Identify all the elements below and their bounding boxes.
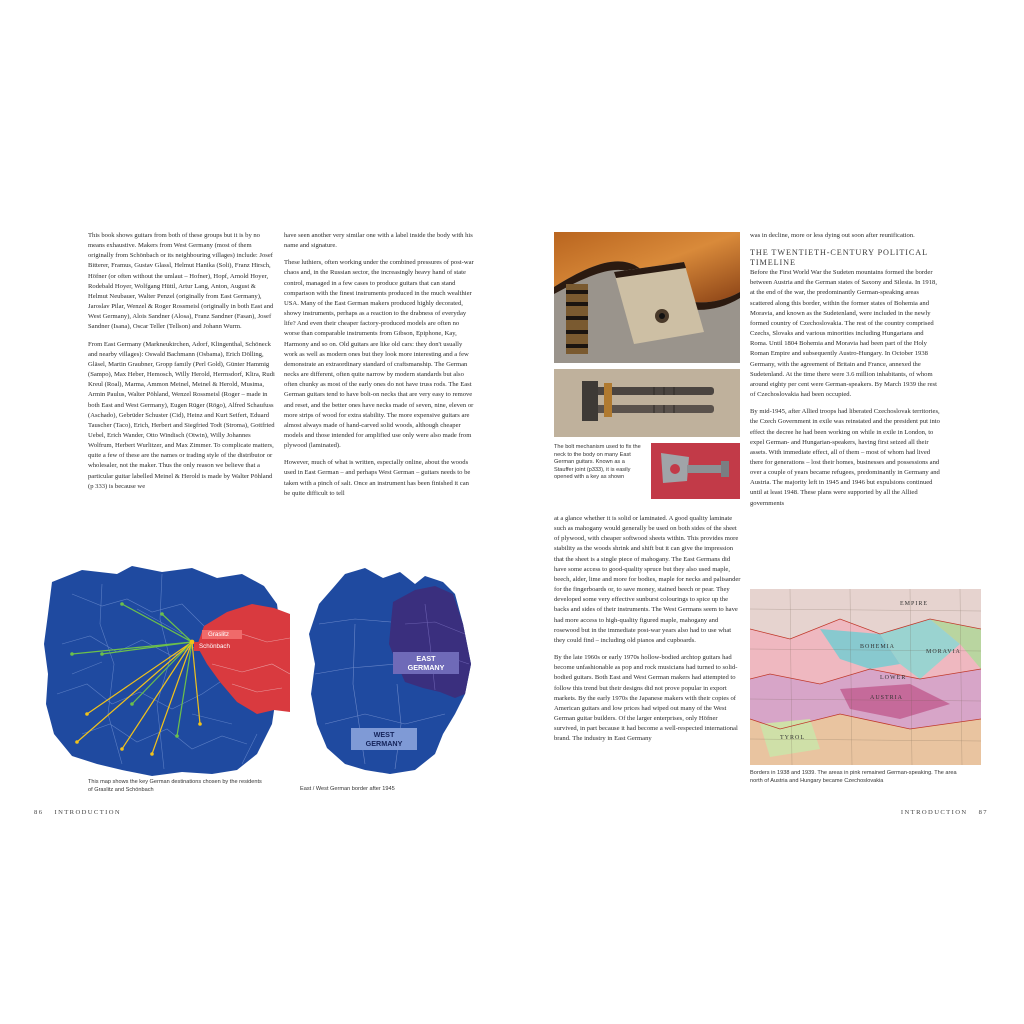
- historic-map-caption: Borders in 1938 and 1939. The areas in pink remained German-speaking. The area north of Austria and Hungary became Czechoslovakia: [750, 770, 957, 784]
- bolt-mechanism-caption: The bolt mechanism used to fix the neck to the body on many East German guitars. Known as a Stauffer joint (p333), it is easily opened with a key as shown: [554, 444, 641, 481]
- east-germany-label-line1: EAST: [416, 654, 436, 663]
- right-folio: [901, 809, 988, 816]
- east-west-map: [305, 564, 475, 777]
- historic-map-label-empire: EMPIRE: [900, 601, 929, 607]
- paragraph: By mid-1945, after Allied troops had liberated Czechoslovak territories, the Czech Government in exile was reinstated and the president put into effect the decree he had been working on while in exile in London, to expel German- and Hungarian-speakers, having first seized all their assets. With immediate effect, all of them – most of whom had lived there for generations – lost their homes, businesses and possessions and over a couple of years became refugees, predominantly in Germany and Austria. The majority left in 1945 and 1946 but expulsions continued until at least 1948. These plans were supported by all the Allied governments: [750, 408, 940, 507]
- key-photo: [651, 443, 740, 499]
- page-number: 86: [34, 809, 44, 816]
- bolts-photo-graphic: [554, 369, 740, 437]
- paragraph: have seen another very similar one with a label inside the body with his name and signature.: [284, 232, 473, 250]
- running-head: INTRODUCTION: [54, 809, 122, 816]
- destinations-map-caption: This map shows the key German destinations chosen by the residents of Graslitz and Schönbach: [88, 779, 262, 793]
- east-west-map-caption: East / West German border after 1945: [300, 786, 395, 792]
- bolt-photo: [554, 369, 740, 437]
- east-germany-label-line2: GERMANY: [407, 663, 445, 672]
- left-folio: [34, 809, 121, 816]
- historic-map: [750, 589, 981, 765]
- paragraph: However, much of what is written, especially online, about the woods used in East German – and perhaps West German – guitars needs to be taken with a pinch of salt. Once an instrument has been finished it can be quite difficult to tell: [284, 459, 471, 497]
- historic-map-label-bohemia: BOHEMIA: [860, 644, 895, 650]
- schonbach-label: Schönbach: [199, 643, 230, 650]
- germany-destinations-map-graphic: [42, 564, 290, 777]
- graslitz-label: Graslitz: [208, 631, 229, 638]
- historic-map-label-moravia: MORAVIA: [926, 649, 961, 655]
- right-column-2: [750, 231, 940, 516]
- paragraph: at a glance whether it is solid or laminated. A good quality laminate such as mahogany would generally be used on both sides of the sheet of plywood, with cheaper softwood sheets within. This provides more stability as the woods shrink and shift but it can give the impression that the sheet is a single piece of mahogany. The East Germans did have some access to good-quality spruce but they also used maple, beech, alder, lime and more for bodies, maple for necks and palisander for the fingerboards or, to save money, stained beech or pear. They developed some very effective sunburst colourings to spice up the backs and sides of their instruments. The West Germans seem to have had more access to high-quality figured maple, mahogany and rosewood but in the immediate post-war years also had to use what they could find – including old pianos and cupboards.: [554, 515, 741, 644]
- right-column-1: [554, 514, 742, 751]
- running-head: INTRODUCTION: [900, 809, 968, 816]
- section-heading: THE TWENTIETH-CENTURY POLITICAL TIMELINE: [750, 248, 928, 268]
- paragraph: This book shows guitars from both of these groups but it is by no means exhaustive. Makers from West Germany (most of them originally from Schönbach or its neighbouring villages) include: Josef Bitterer, Framus, Gustav Glassl, Helmut Hanika (Soli), Franz Hirsch, Höfner (or often without the umlaut – Hofner), Hopf, Arnold Hoyer, Rodebald Hoyer, Wolfgang Hüttl, Artur Lang, Anton, August & Helmut Neubauer, Walter Penzel (originally from East Germany), Jaroslav Pilar, Wenzel & Roger Rossmeisl (originally in both East and West Germany), Alois Sandner (Alosa), Franz Sandner (Fasan), Josef Sandner (Isana), Oscar Teller (Tellson) and Johann Wurm.: [88, 232, 274, 331]
- paragraph: These luthiers, often working under the combined pressures of post-war chaos and, in the Russian sector, the increasingly heavy hand of state control, managed in a few cases to produce guitars that can stand comparison with the finest instruments produced in the much wealthier USA. Many of the East German makers produced highly decorated, showy instruments, perhaps as a reaction to the drabness of everyday life? And even their cheaper factory-produced models are often no worse than comparable instruments from Gibson, Epiphone, Kay, Harmony and so on. Old guitars are like old cars: they don't usually work as well as modern ones but they look more interesting and a few demonstrate an extraordinary standard of craftsmanship. The German necks are different, often quite narrow by modern standards but also often chunky as most of the early ones do not have truss rods. The East German guitars tend to have bolt-on necks that are very easy to remove and reset, and the better ones have necks made of seven, nine, eleven or more strips of wood for extra stability. The more expensive guitars are almost always made of hand-carved solid woods, although cheaper models and those intended for amplified use only were also made from plywood (laminated).: [284, 259, 474, 450]
- historic-map-label-lower: LOWER: [880, 675, 907, 681]
- left-column-2: [284, 231, 474, 506]
- paragraph: was in decline, more or less dying out soon after reunification.: [750, 232, 915, 239]
- page-number: 87: [978, 809, 988, 816]
- paragraph: From East Germany (Markneukirchen, Adorf, Klingenthal, Schöneck and nearby villages): Oswald Bachmann (Osbama), Erich Dölling, Gläsel, Martin Graubner, Gropp family (Perl Gold), Günter Hammig (Sampo), Max Heber, Hemosch, Willy Herold, Herrnsdorf, Klira, Rudi Kreul (Roal), Marma, Ammon Meinel, Meinel & Herold, Musima, Armin Paulus, Walter Pöhland, Wenzel Rossmeisl (Roger – made in both East and West Germany), Eugen Rüger (Rögo), Alfred Schaufuss (Aschado), Gebrüder Schuster (Cid), Heinz and Kurt Seifert, Eduard Tauscher (Taco), Erich, Herbert and Siegfried Todt (Stroma), Gottfried Uebel, Erich Wander, Otto Windisch (Otwin), Willy Johannes Wolfrum, Herbert Wurlitzer, and Max Zimmer. To complicate matters, quite a few of these are the names or trading style of the distributor or wholesaler, not the maker. Thus the only reason we believe that a particular guitar labelled Meinel & Herold is made by Walter Pöhland (p 333) is because we: [88, 340, 275, 490]
- guitar-body-photo: [554, 232, 740, 363]
- key-photo-graphic: [651, 443, 740, 499]
- west-germany-label-line2: GERMANY: [365, 739, 403, 748]
- guitar-neck-joint-photo: [554, 232, 740, 363]
- historic-map-label-tyrol: TYROL: [780, 735, 805, 741]
- west-germany-label-line1: WEST: [373, 730, 395, 739]
- east-germany-label: [398, 654, 454, 672]
- paragraph: Before the First World War the Sudeten mountains formed the border between Austria and the German states of Saxony and Silesia. In 1918, at the end of the war, the predominantly German-speaking areas scattered along this border, within the former states of Bohemia and Moravia, and known as the Sudetenland, were included in the newly formed country of Czechoslovakia. The rest of the country comprised Czechs, Slovaks and various minorities including Hungarians and Roma. Until 1804 Bohemia and Moravia had been part of the Holy Roman Empire and subsequently Austro-Hungary. In October 1938 Germany, with the agreement of Britain and France, annexed the Sudetenland. At the time there were 3.6 million inhabitants, of whom around eighty per cent were German-speakers. By March 1939 the rest of Czechoslovakia had been occupied.: [750, 269, 937, 399]
- destinations-map: [42, 564, 290, 777]
- historic-map-label-austria: AUSTRIA: [870, 695, 904, 701]
- left-column-1: [88, 231, 276, 499]
- paragraph: By the late 1960s or early 1970s hollow-bodied archtop guitars had become unfashionable as pop and rock musicians had turned to solid-bodied guitars. Both East and West German makers had attempted to follow this trend but their designs did not prove popular in export markets. By the early 1970s the Japanese makers with their copies of American guitars and low prices had wiped out many of the West German guitar builders. Of the larger enterprises, only Höfner survived, in part because it had become a well-respected international brand. The industry in East Germany: [554, 654, 738, 743]
- west-germany-label: [356, 730, 412, 748]
